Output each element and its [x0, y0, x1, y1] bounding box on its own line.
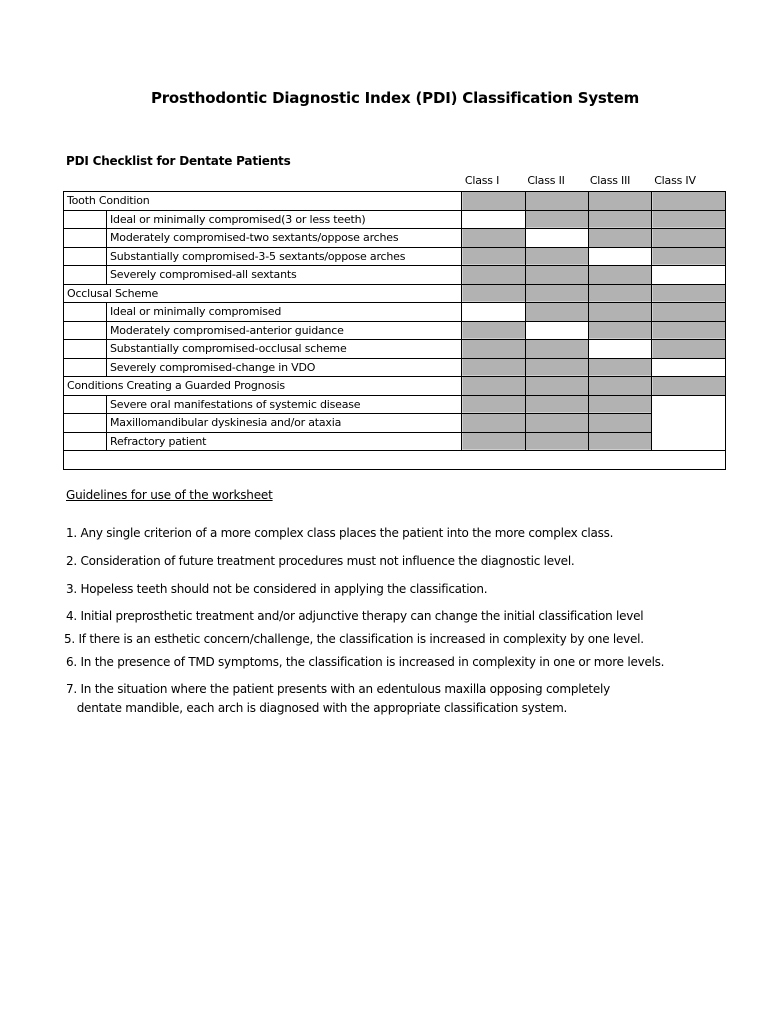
section-row-occlusal-scheme	[64, 284, 726, 303]
table-row	[64, 414, 726, 433]
table-row	[64, 340, 726, 359]
guideline-item: 4. Initial preprosthetic treatment and/or adjunctive therapy can change the initial classification level	[66, 609, 644, 623]
class-header-ii: Class II	[527, 174, 565, 187]
indent-cell	[64, 358, 107, 377]
hatched-cell	[589, 284, 652, 303]
section-label: Tooth Condition	[64, 192, 462, 211]
hatched-cell	[526, 377, 589, 396]
hatched-cell	[652, 284, 726, 303]
class-iv-checkbox-cell[interactable]	[652, 266, 726, 285]
hatched-cell	[589, 358, 652, 377]
hatched-cell	[589, 210, 652, 229]
hatched-cell	[589, 303, 652, 322]
hatched-cell	[652, 321, 726, 340]
guideline-item: 2. Consideration of future treatment procedures must not influence the diagnostic level.	[66, 554, 575, 568]
hatched-cell	[589, 321, 652, 340]
class-ii-checkbox-cell[interactable]	[526, 321, 589, 340]
class-iv-checkbox-cell[interactable]	[652, 358, 726, 377]
hatched-cell	[652, 340, 726, 359]
hatched-cell	[526, 358, 589, 377]
hatched-cell	[526, 247, 589, 266]
hatched-cell	[462, 247, 526, 266]
table-row	[64, 303, 726, 322]
section-label: Occlusal Scheme	[64, 284, 462, 303]
class-header-i: Class I	[464, 174, 500, 187]
guideline-item: 7. In the situation where the patient presents with an edentulous maxilla opposing completely dentate mandible, each arch is diagnosed with the appropriate classification system.	[66, 682, 610, 715]
section-row-tooth-condition	[64, 192, 726, 211]
hatched-cell	[589, 266, 652, 285]
hatched-cell	[526, 303, 589, 322]
hatched-cell	[526, 432, 589, 451]
document-title: Prosthodontic Diagnostic Index (PDI) Classification System	[150, 89, 640, 107]
guidelines-heading: Guidelines for use of the worksheet	[66, 488, 273, 502]
hatched-cell	[652, 247, 726, 266]
table-row	[64, 321, 726, 340]
table-row	[64, 266, 726, 285]
indent-cell	[64, 229, 107, 248]
indent-cell	[64, 266, 107, 285]
criterion-label: Ideal or minimally compromised	[107, 303, 462, 322]
guideline-item: 5. If there is an esthetic concern/challenge, the classification is increased in complexity by one level.	[64, 632, 644, 646]
hatched-cell	[652, 303, 726, 322]
criterion-label: Refractory patient	[107, 432, 462, 451]
table-row	[64, 432, 726, 451]
section-row-guarded-prognosis	[64, 377, 726, 396]
guideline-item: 6. In the presence of TMD symptoms, the classification is increased in complexity in one or more levels.	[66, 655, 665, 669]
criterion-label: Moderately compromised-two sextants/oppose arches	[107, 229, 462, 248]
hatched-cell	[462, 377, 526, 396]
class-ii-checkbox-cell[interactable]	[526, 229, 589, 248]
class-i-checkbox-cell[interactable]	[462, 210, 526, 229]
hatched-cell	[526, 192, 589, 211]
criterion-label: Severely compromised-change in VDO	[107, 358, 462, 377]
hatched-cell	[462, 321, 526, 340]
table-row	[64, 395, 726, 414]
class-header-iv: Class IV	[654, 174, 696, 187]
class-header-iii: Class III	[589, 174, 631, 187]
hatched-cell	[589, 192, 652, 211]
indent-cell	[64, 340, 107, 359]
indent-cell	[64, 210, 107, 229]
table-row	[64, 358, 726, 377]
class-iv-checkbox-cell[interactable]	[652, 395, 726, 451]
hatched-cell	[526, 266, 589, 285]
criterion-label: Substantially compromised-occlusal scheme	[107, 340, 462, 359]
criterion-label: Ideal or minimally compromised(3 or less teeth)	[107, 210, 462, 229]
empty-cell	[64, 451, 726, 470]
indent-cell	[64, 432, 107, 451]
class-iii-checkbox-cell[interactable]	[589, 340, 652, 359]
hatched-cell	[462, 192, 526, 211]
class-iii-checkbox-cell[interactable]	[589, 247, 652, 266]
guideline-item: 1. Any single criterion of a more complex class places the patient into the more complex class.	[66, 526, 614, 540]
hatched-cell	[462, 284, 526, 303]
hatched-cell	[462, 266, 526, 285]
indent-cell	[64, 395, 107, 414]
indent-cell	[64, 303, 107, 322]
hatched-cell	[589, 377, 652, 396]
criterion-label: Maxillomandibular dyskinesia and/or ataxia	[107, 414, 462, 433]
hatched-cell	[462, 229, 526, 248]
hatched-cell	[652, 210, 726, 229]
criterion-label: Severe oral manifestations of systemic disease	[107, 395, 462, 414]
checklist-subtitle: PDI Checklist for Dentate Patients	[66, 154, 291, 168]
criterion-label: Severely compromised-all sextants	[107, 266, 462, 285]
hatched-cell	[652, 229, 726, 248]
hatched-cell	[526, 284, 589, 303]
criterion-label: Substantially compromised-3-5 sextants/oppose arches	[107, 247, 462, 266]
hatched-cell	[462, 340, 526, 359]
hatched-cell	[589, 432, 652, 451]
section-label: Conditions Creating a Guarded Prognosis	[64, 377, 462, 396]
hatched-cell	[589, 395, 652, 414]
hatched-cell	[526, 395, 589, 414]
indent-cell	[64, 247, 107, 266]
guideline-item: 3. Hopeless teeth should not be considered in applying the classification.	[66, 582, 488, 596]
criterion-label: Moderately compromised-anterior guidance	[107, 321, 462, 340]
table-row	[64, 247, 726, 266]
pdi-checklist-table	[63, 191, 726, 470]
empty-row	[64, 451, 726, 470]
class-i-checkbox-cell[interactable]	[462, 303, 526, 322]
hatched-cell	[589, 414, 652, 433]
table-row	[64, 229, 726, 248]
table-row	[64, 210, 726, 229]
hatched-cell	[526, 340, 589, 359]
hatched-cell	[462, 358, 526, 377]
hatched-cell	[462, 414, 526, 433]
hatched-cell	[652, 377, 726, 396]
hatched-cell	[589, 229, 652, 248]
indent-cell	[64, 321, 107, 340]
hatched-cell	[462, 432, 526, 451]
hatched-cell	[526, 414, 589, 433]
hatched-cell	[526, 210, 589, 229]
hatched-cell	[652, 192, 726, 211]
indent-cell	[64, 414, 107, 433]
hatched-cell	[462, 395, 526, 414]
